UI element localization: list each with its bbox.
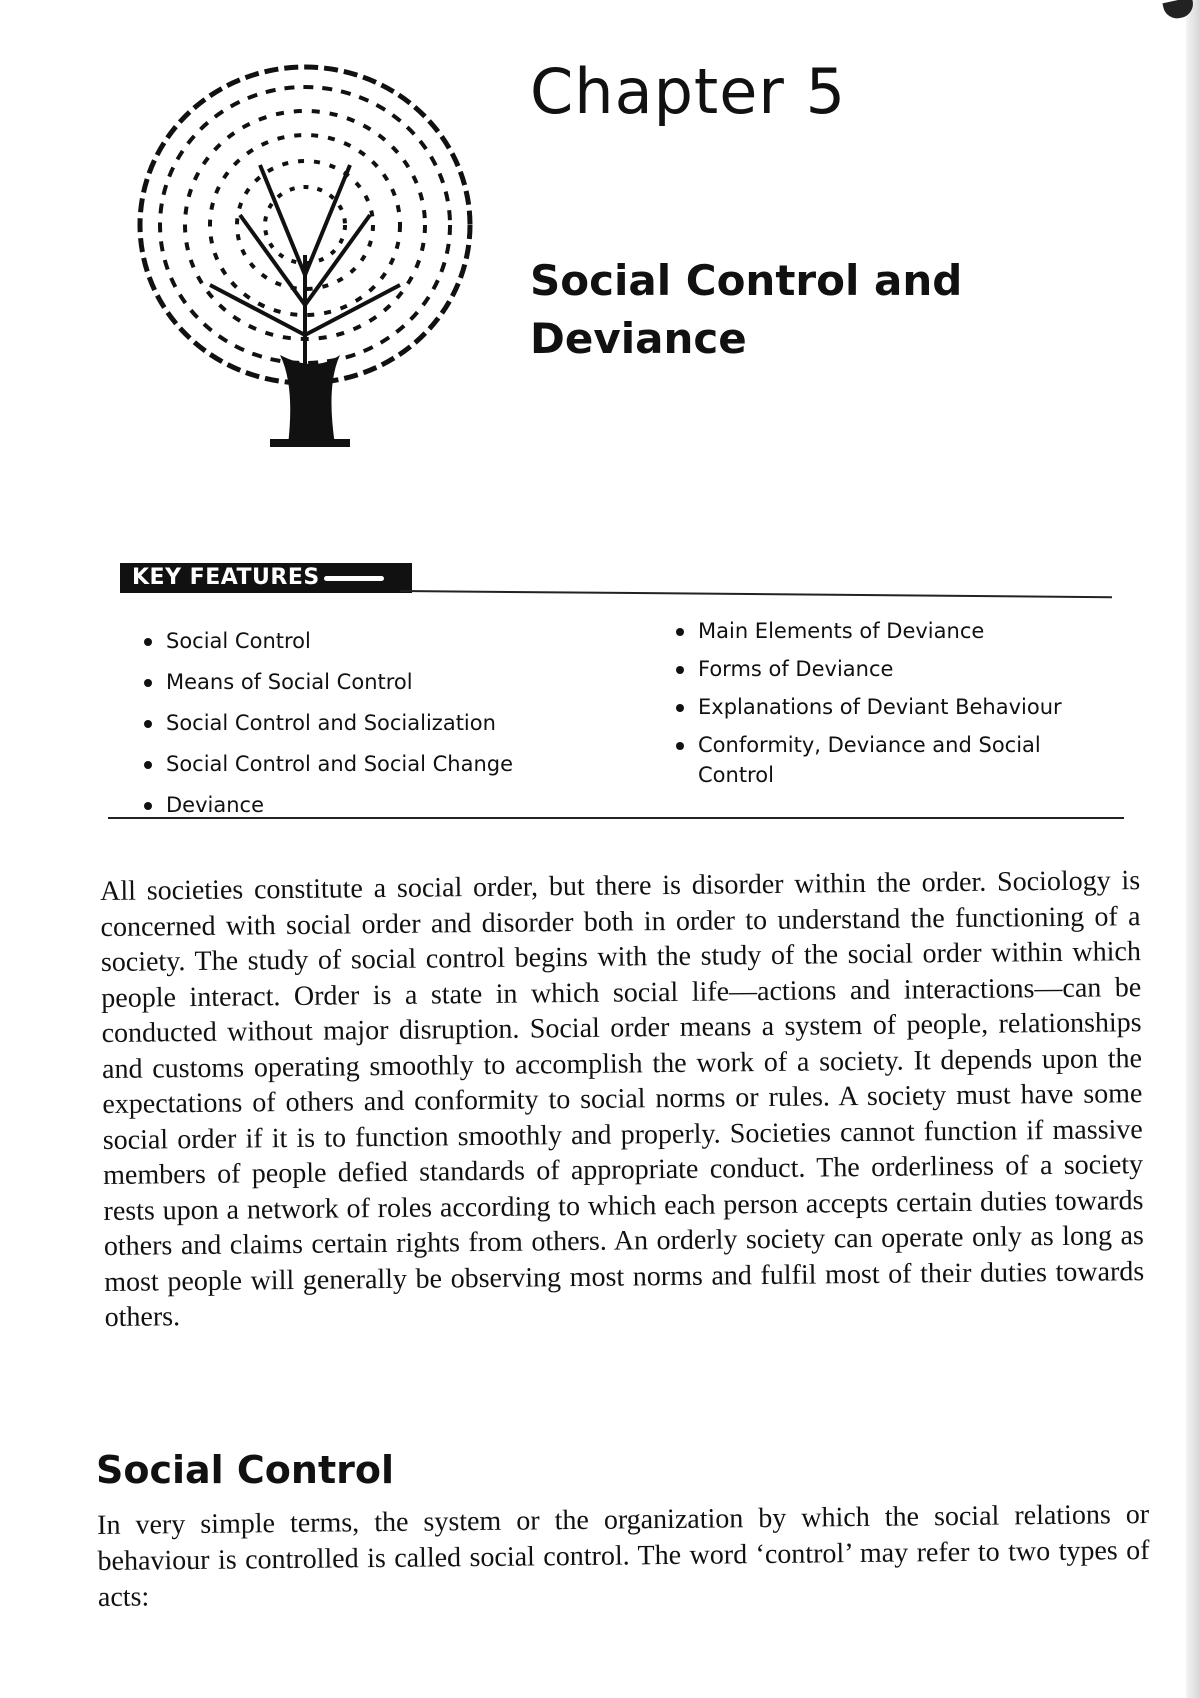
key-feature-item: Means of Social Control [142,667,662,697]
key-feature-item: Main Elements of Deviance [674,616,1114,646]
key-feature-item: Social Control and Social Change [142,749,662,779]
page-edge-shadow [1186,0,1200,1698]
key-features-right-list [674,616,1114,798]
key-feature-item: Explanations of Deviant Behaviour [674,692,1114,722]
key-features-banner [120,563,412,593]
intro-paragraph: All societies constitute a social order, but there is disorder within the order. Sociology is concerned with social order and disorder both in order to understand the functioning of a society. The study of social control begins with the study of the social order within which people interact. Order is a state in which social life—actions and interactions—can be conducted without major disruption. Social order means a system of people, relationships and customs operating smoothly to accomplish the work of a society. It depends upon the expectations of others and conformity to social norms or rules. A society must have some social order if it is to function smoothly and properly. Societies cannot function if massive members of people defied standards of appropriate conduct. The orderliness of a society rests upon a network of roles according to which each person accepts certain duties towards others and claims certain rights from others. An orderly society can operate only as long as most people will generally be observing most norms and fulfil most of their duties towards others. [100,865,1145,1333]
key-features-left-list [142,626,662,831]
key-features-bottom-rule [108,817,1124,819]
chapter-label: Chapter 5 [530,55,847,128]
chapter-title: Social Control and Deviance [530,256,963,363]
key-features-heading: KEY FEATURES [132,565,320,590]
key-feature-item: Social Control and Socialization [142,708,662,738]
banner-dash [324,576,384,581]
key-feature-item: Deviance [142,790,662,820]
key-feature-item: Conformity, Deviance and Social Control [674,730,1098,790]
key-feature-item: Social Control [142,626,662,656]
key-feature-item: Forms of Deviance [674,654,1114,684]
key-features-top-rule [400,590,1112,598]
section-body: In very simple terms, the system or the organization by which the social relations or behaviour is controlled is called social control. The word ‘control’ may refer to two types of acts: [97,1498,1150,1613]
section-heading: Social Control [96,1448,395,1492]
tree-illustration [130,55,490,455]
